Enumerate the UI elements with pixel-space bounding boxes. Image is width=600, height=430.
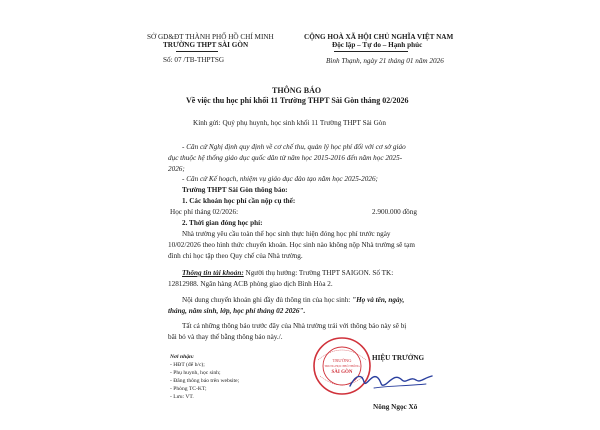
recipient-item: - Lưu: VT.	[170, 394, 194, 400]
recipient-item: - Phòng TC-KT;	[170, 386, 207, 392]
motto-underline	[334, 51, 408, 52]
salutation: Kính gửi: Quý phụ huynh, học sinh khối 11 Trường THPT Sài Gòn	[193, 119, 386, 127]
fee-item-amount: 2.900.000 đồng	[372, 208, 417, 216]
basis-line: 2026;	[168, 165, 185, 173]
closing-line: Tất cả những thông báo trước đây của Nhà trường trái với thông báo này sẽ bị	[182, 322, 407, 330]
agency-name: SỞ GD&ĐT THÀNH PHỐ HỒ CHÍ MINH	[147, 33, 274, 41]
recipient-item: - Đăng thông báo trên website;	[170, 378, 240, 384]
place-date: Bình Thạnh, ngày 21 tháng 01 năm 2026	[326, 57, 444, 65]
paragraph-line: đình chỉ học tập theo Quy chế của Nhà trường.	[168, 252, 303, 260]
section-heading: 2. Thời gian đóng học phí:	[182, 219, 263, 227]
fee-item-label: Học phí tháng 02/2026:	[170, 208, 239, 216]
paragraph-line: 10/02/2026 theo hình thức chuyển khoản. Học sinh nào không nộp Nhà trường sẽ tạm	[168, 241, 415, 249]
basis-line: - Căn cứ Nghị định quy định về cơ chế thu, quản lý học phí đối với cơ sở giáo	[182, 143, 406, 151]
transfer-line	[182, 297, 404, 304]
account-line	[182, 270, 393, 277]
recipient-item: - HĐT (để b/c);	[170, 362, 205, 368]
account-beneficiary: Người thụ hưởng: Trường THPT SAIGON. Số TK:	[245, 269, 394, 277]
nation-title: CỘNG HOÀ XÃ HỘI CHỦ NGHĨA VIỆT NAM	[304, 33, 454, 41]
basis-line: dục thuộc hệ thống giáo dục quốc dân từ năm học 2015-2016 đến năm học 2025-	[168, 154, 403, 162]
stamp-text: TRUNG HỌC PHỔ THÔNG	[324, 364, 360, 368]
basis-line: - Căn cứ Kế hoạch, nhiệm vụ giáo dục đào tạo năm học 2025-2026;	[182, 175, 378, 183]
account-label: Thông tin tài khoản:	[182, 269, 244, 277]
handwritten-signature	[346, 368, 438, 392]
stamp-text: SÀI GÒN	[331, 370, 353, 375]
notice-title: THÔNG BÁO	[272, 86, 322, 95]
account-line: 12812988. Ngân hàng ACB phòng giao dịch Bình Hòa 2.	[168, 280, 333, 288]
school-underline	[176, 51, 218, 52]
principal-title: HIỆU TRƯỞNG	[372, 354, 425, 362]
principal-name: Nông Ngọc Xô	[373, 403, 418, 411]
document-number: Số: 07 /TB-THPTSG	[163, 56, 225, 64]
recipients-title: Nơi nhận:	[170, 354, 194, 360]
school-name: TRƯỜNG THPT SÀI GÒN	[163, 41, 249, 49]
transfer-emphasis: tháng, năm sinh, lớp, học phí tháng 02 2026".	[168, 307, 306, 315]
stamp-text: TRƯỜNG	[332, 358, 352, 363]
transfer-emphasis: "Họ và tên, ngày,	[352, 296, 405, 304]
recipient-item: - Phụ huynh, học sinh;	[170, 370, 221, 376]
transfer-text: Nội dung chuyển khoản ghi đầy đủ thông tin của học sinh:	[182, 296, 353, 304]
notice-intro: Trường THPT Sài Gòn thông báo:	[182, 186, 288, 194]
paragraph-line: Nhà trường yêu cầu toàn thể học sinh thực hiện đóng học phí trước ngày	[182, 230, 391, 238]
closing-line: bãi bỏ và thay thế bằng thông báo này./.	[168, 333, 283, 341]
section-heading: 1. Các khoản học phí cần nộp cụ thể:	[182, 197, 296, 205]
notice-subject: Về việc thu học phí khối 11 Trường THPT Sài Gòn tháng 02/2026	[186, 96, 409, 105]
national-motto: Độc lập – Tự do – Hạnh phúc	[332, 41, 423, 49]
